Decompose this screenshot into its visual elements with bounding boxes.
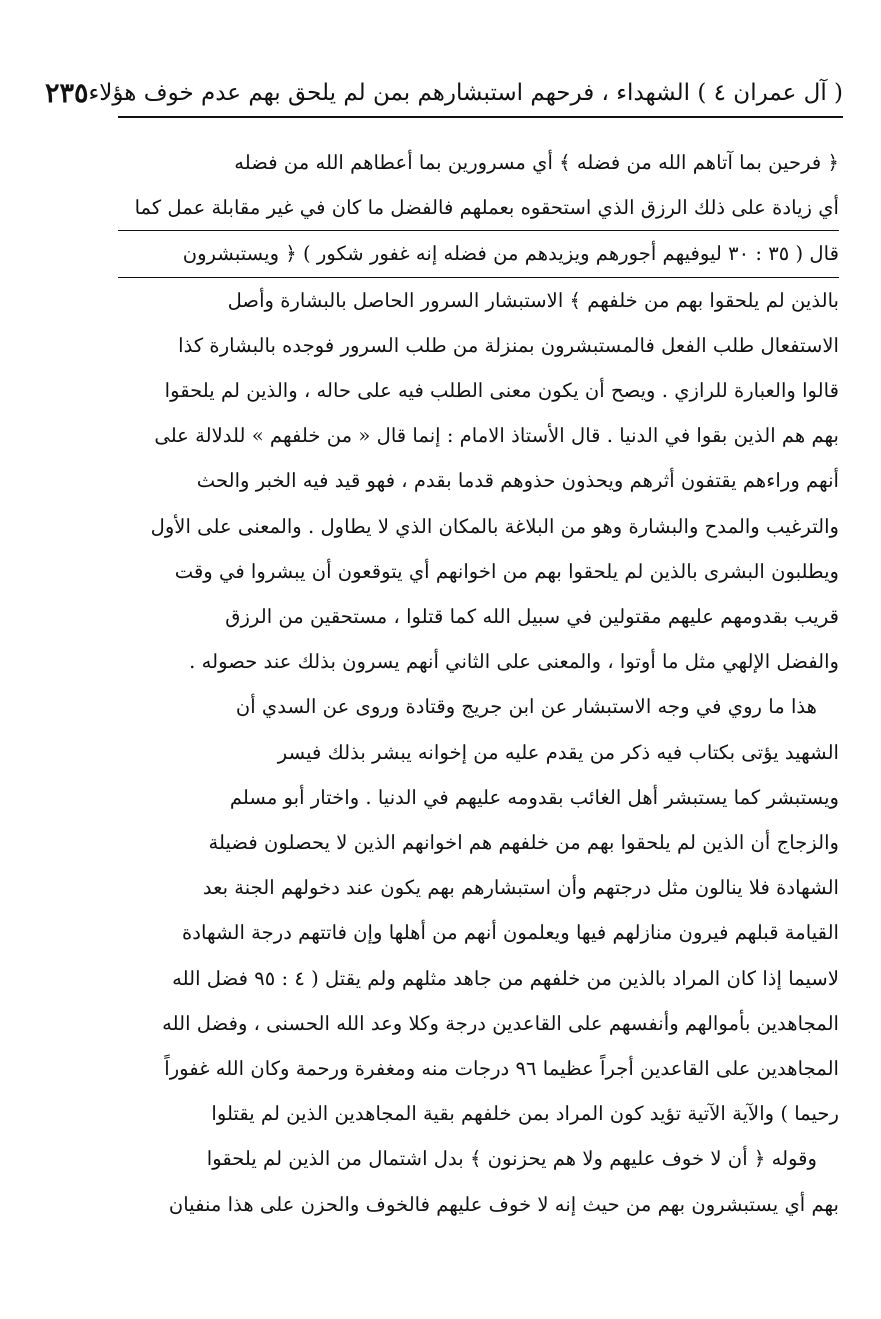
text-line: بهم هم الذين بقوا في الدنيا . قال الأستاذ الامام : إنما قال « من خلفهم » للدلالة على — [154, 424, 839, 448]
text-line: هذا ما روي في وجه الاستبشار عن ابن جريج وقتادة وروى عن السدي أن — [235, 695, 817, 719]
text-line: والزجاج أن الذين لم يلحقوا بهم من خلفهم هم اخوانهم الذين لا يحصلون فضيلة — [208, 831, 839, 855]
text-line: ﴿ فرحين بما آتاهم الله من فضله ﴾ أي مسرورين بما أعطاهم الله من فضله — [234, 151, 839, 174]
text-line: أنهم وراءهم يقتفون أثرهم ويحذون حذوهم قدما بقدم ، فهو قيد فيه الخبر والحث — [196, 469, 839, 493]
text-line: المجاهدين على القاعدين أجراً عظيما ٩٦ درجات منه ومغفرة ورحمة وكان الله غفوراً — [164, 1057, 839, 1081]
text-line: قال ( ٣٥ : ٣٠ ليوفيهم أجورهم ويزيدهم من فضله إنه غفور شكور ) ﴿ ويستبشرون — [118, 231, 839, 277]
text-line: ويطلبون البشرى بالذين لم يلحقوا بهم من اخوانهم أي يتوقعون أن يبشروا في وقت — [174, 559, 839, 583]
text-line: أي زيادة على ذلك الرزق الذي استحقوه بعملهم فالفضل ما كان في غير مقابلة عمل كما — [118, 185, 839, 231]
text-line: المجاهدين بأموالهم وأنفسهم على القاعدين درجة وكلا وعد الله الحسنى ، وفضل الله — [162, 1011, 839, 1035]
text-line: قريب بقدومهم عليهم مقتولين في سبيل الله كما قتلوا ، مستحقين من الرزق — [225, 605, 839, 629]
body-text — [118, 140, 839, 1227]
header-title: ( آل عمران ٤ ) الشهداء ، فرحهم استبشارهم بمن لم يلحق بهم عدم خوف هؤلاء — [88, 80, 843, 106]
text-line: والترغيب والمدح والبشارة وهو من البلاغة بالمكان الذي لا يطاول . والمعنى على الأول — [150, 514, 839, 538]
text-line: بالذين لم يلحقوا بهم من خلفهم ﴾ الاستبشار السرور الحاصل بالبشارة وأصل — [227, 288, 839, 312]
page-header — [44, 70, 843, 118]
text-line: وقوله ﴿ أن لا خوف عليهم ولا هم يحزنون ﴾ بدل اشتمال من الذين لم يلحقوا — [206, 1147, 817, 1171]
text-line: والفضل الإلهي مثل ما أوتوا ، والمعنى على الثاني أنهم يسرون بذلك عند حصوله . — [189, 650, 839, 674]
text-line: الشهادة فلا ينالون مثل درجتهم وأن استبشارهم بهم يكون عند دخولهم الجنة بعد — [202, 876, 839, 900]
text-line: الشهيد يؤتى بكتاب فيه ذكر من يقدم عليه من إخوانه يبشر بذلك فيسر — [277, 740, 839, 764]
page-number: ٢٣٥ — [44, 77, 89, 109]
text-line: قالوا والعبارة للرازي . ويصح أن يكون معنى الطلب فيه على حاله ، والذين لم يلحقوا — [164, 379, 839, 403]
text-line: ويستبشر كما يستبشر أهل الغائب بقدومه عليهم في الدنيا . واختار أبو مسلم — [229, 785, 839, 809]
text-line: بهم أي يستبشرون بهم من حيث إنه لا خوف عليهم فالخوف والحزن على هذا منفيان — [168, 1192, 839, 1216]
text-line: لاسيما إذا كان المراد بالذين من خلفهم من جاهد مثلهم ولم يقتل ( ٤ : ٩٥ فضل الله — [172, 966, 839, 990]
text-line: رحيما ) والآية الآتية تؤيد كون المراد بمن خلفهم بقية المجاهدين الذين لم يقتلوا — [211, 1102, 839, 1126]
text-line: القيامة قبلهم فيرون منازلهم فيها ويعلمون أنهم من أهلها وإن فاتتهم درجة الشهادة — [182, 921, 839, 945]
text-line: الاستفعال طلب الفعل فالمستبشرون بمنزلة من طلب السرور فوجده بالبشارة كذا — [178, 333, 839, 357]
